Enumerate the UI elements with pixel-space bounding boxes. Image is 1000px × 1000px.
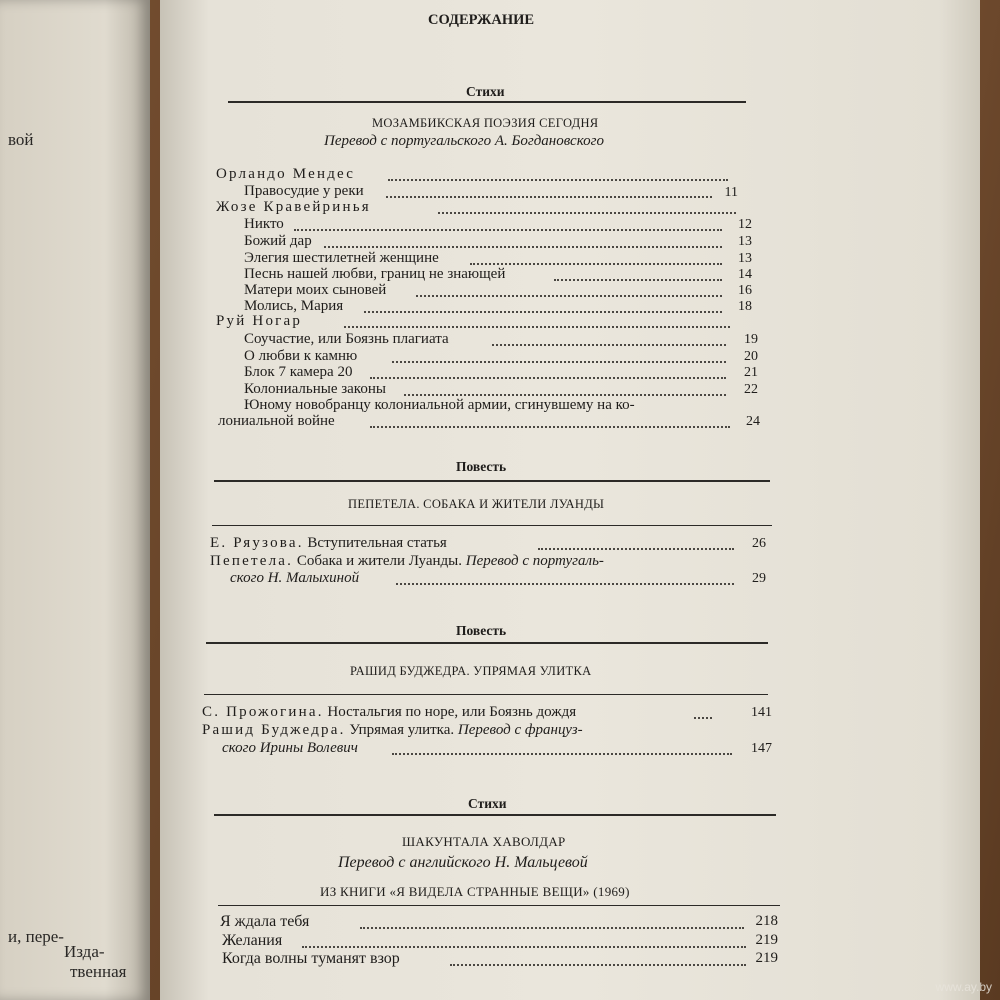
toc-entry	[202, 704, 576, 721]
toc-entry	[210, 553, 604, 570]
section-rule	[206, 642, 768, 644]
author-name: Жозе Кравейринья	[216, 199, 371, 215]
page-number: 18	[738, 299, 752, 314]
dot-leader	[694, 717, 712, 719]
page-number: 12	[738, 217, 752, 232]
author-name: Орландо Мендес	[216, 166, 356, 182]
page-number: 11	[724, 185, 738, 200]
entry-author: Рашид Буджедра.	[202, 722, 346, 738]
work-title: Колониальные законы	[244, 381, 386, 397]
entry-title: Собака и жители Луанды.	[296, 553, 462, 569]
work-title: Блок 7 камера 20	[244, 364, 353, 380]
dot-leader	[360, 927, 744, 929]
page-number: 141	[751, 705, 772, 720]
work-title: Никто	[244, 216, 284, 232]
page-number: 219	[755, 932, 778, 948]
section-rule	[218, 905, 780, 906]
dot-leader	[470, 263, 722, 265]
page-number: 26	[752, 536, 766, 551]
left-page-fragment: вой	[8, 130, 34, 149]
section-heading: Повесть	[456, 459, 507, 474]
toc-entry	[210, 535, 447, 552]
entry-title: Вступительная статья	[307, 535, 447, 551]
dot-leader	[392, 753, 732, 755]
translation-credit: Перевод с португальского А. Богдановского	[324, 133, 605, 149]
section-rule	[212, 525, 772, 526]
page-number: 24	[746, 414, 760, 429]
entry-note: Перевод с португаль-	[465, 553, 604, 569]
entry-note-continuation: ского Ирины Волевич	[222, 740, 358, 756]
entry-note-continuation: ского Н. Малыхиной	[230, 570, 360, 586]
section-rule	[204, 694, 768, 695]
dot-leader	[396, 583, 734, 585]
work-title: Соучастие, или Боязнь плагиата	[244, 331, 449, 347]
page-number: 219	[755, 950, 778, 966]
work-title: Божий дар	[244, 233, 312, 249]
section-heading: Стихи	[466, 84, 505, 99]
dot-leader	[364, 311, 722, 313]
entry-author: Е. Ряузова.	[210, 535, 304, 551]
left-page-fragment: и, пере-	[8, 927, 64, 946]
entry-author: С. Прожогина.	[202, 704, 324, 720]
work-title: Желания	[222, 932, 283, 949]
dot-leader	[344, 326, 730, 328]
page-number: 14	[738, 267, 752, 282]
work-title: Молись, Мария	[244, 298, 344, 314]
left-page	[0, 0, 150, 1000]
work-title: Матери моих сыновей	[244, 282, 387, 298]
dot-leader	[388, 179, 728, 181]
work-title-continuation: лониальной войне	[218, 413, 335, 429]
dot-leader	[450, 964, 746, 966]
dot-leader	[302, 946, 746, 948]
page-number: 13	[738, 251, 752, 266]
dot-leader	[386, 196, 712, 198]
left-page-fragment: твенная	[70, 962, 127, 981]
work-title: О любви к камню	[244, 348, 358, 364]
dot-leader	[294, 229, 722, 231]
page-number: 29	[752, 571, 766, 586]
work-title: Когда волны туманят взор	[222, 950, 400, 967]
page-number: 147	[751, 741, 772, 756]
dot-leader	[416, 295, 722, 297]
section-author-block: ШАКУНТАЛА ХАВОЛДАР	[402, 834, 566, 849]
section-author-block: РАШИД БУДЖЕДРА. УПРЯМАЯ УЛИТКА	[350, 664, 592, 678]
translation-credit: Перевод с английского Н. Мальцевой	[338, 854, 588, 871]
page-number: 19	[744, 332, 758, 347]
page-number: 20	[744, 349, 758, 364]
dot-leader	[404, 394, 726, 396]
section-author-block: ПЕПЕТЕЛА. СОБАКА И ЖИТЕЛИ ЛУАНДЫ	[348, 497, 605, 511]
dot-leader	[492, 344, 726, 346]
section-author-block: МОЗАМБИКСКАЯ ПОЭЗИЯ СЕГОДНЯ	[372, 116, 599, 130]
section-rule	[214, 814, 776, 816]
contents-page	[160, 0, 980, 1000]
toc-entry	[202, 722, 583, 739]
work-title: Я ждала тебя	[220, 913, 310, 930]
dot-leader	[438, 212, 736, 214]
page-title: СОДЕРЖАНИЕ	[428, 12, 535, 28]
watermark: www.ay.by	[935, 980, 992, 994]
section-rule	[228, 101, 746, 103]
work-title: Правосудие у реки	[244, 183, 364, 199]
work-title: Песнь нашей любви, границ не знающей	[244, 266, 506, 282]
dot-leader	[370, 377, 726, 379]
page-number: 22	[744, 382, 758, 397]
dot-leader	[392, 361, 726, 363]
entry-note: Перевод с француз-	[457, 722, 583, 738]
entry-title: Ностальгия по норе, или Боязнь дождя	[327, 704, 577, 720]
page-number: 218	[755, 913, 778, 929]
book-title: ИЗ КНИГИ «Я ВИДЕЛА СТРАННЫЕ ВЕЩИ» (1969)	[320, 884, 630, 899]
work-title: Юному новобранцу колониальной армии, сгинувшему на ко-	[244, 397, 635, 413]
dot-leader	[538, 548, 734, 550]
left-page-fragment: Изда-	[64, 942, 105, 961]
entry-title: Упрямая улитка.	[349, 722, 455, 738]
section-rule	[214, 480, 770, 482]
page-number: 16	[738, 283, 752, 298]
author-name: Руй Ногар	[216, 313, 303, 329]
page-number: 13	[738, 234, 752, 249]
section-heading: Повесть	[456, 623, 507, 638]
work-title: Элегия шестилетней женщине	[244, 250, 439, 266]
dot-leader	[370, 426, 730, 428]
entry-author: Пепетела.	[210, 553, 294, 569]
section-heading: Стихи	[468, 796, 507, 811]
dot-leader	[324, 246, 722, 248]
page-number: 21	[744, 365, 758, 380]
